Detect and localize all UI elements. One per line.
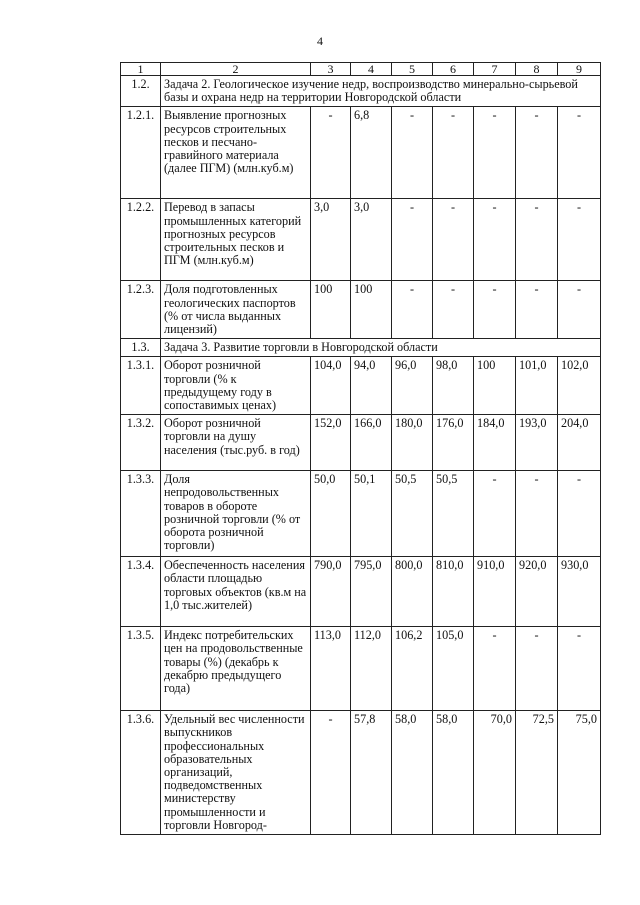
value-cell: 50,0 <box>311 471 351 557</box>
value-cell: 790,0 <box>311 557 351 627</box>
row-code: 1.2.1. <box>121 107 161 199</box>
col-3-header: 3 <box>311 63 351 76</box>
value-cell: 101,0 <box>516 357 558 415</box>
table-row <box>121 471 601 557</box>
value-cell: 100 <box>311 281 351 339</box>
value-cell: 105,0 <box>433 627 474 711</box>
value-cell: - <box>516 199 558 281</box>
value-cell: 98,0 <box>433 357 474 415</box>
row-code: 1.3.4. <box>121 557 161 627</box>
value-cell: 58,0 <box>433 711 474 835</box>
indicator-name: Удельный вес численности выпускников профессиональных образовательных организаций, подведомственных министерству промышленности и торговли Новгород- <box>161 711 311 835</box>
task-title: Задача 2. Геологическое изучение недр, воспроизводство минерально-сырьевой базы и охрана недр на территории Новгородской области <box>161 76 601 107</box>
col-5-header: 5 <box>392 63 433 76</box>
value-cell: - <box>558 471 601 557</box>
row-code: 1.3.3. <box>121 471 161 557</box>
value-cell: - <box>516 627 558 711</box>
value-cell: 100 <box>474 357 516 415</box>
value-cell: 50,5 <box>392 471 433 557</box>
col-8-header: 8 <box>516 63 558 76</box>
value-cell: 50,5 <box>433 471 474 557</box>
value-cell: 152,0 <box>311 415 351 471</box>
value-cell: - <box>311 711 351 835</box>
col-7-header: 7 <box>474 63 516 76</box>
value-cell: 104,0 <box>311 357 351 415</box>
value-cell: - <box>392 281 433 339</box>
value-cell: 6,8 <box>351 107 392 199</box>
value-cell: 3,0 <box>311 199 351 281</box>
value-cell: - <box>516 471 558 557</box>
value-cell: - <box>558 281 601 339</box>
value-cell: - <box>474 627 516 711</box>
value-cell: 795,0 <box>351 557 392 627</box>
value-cell: - <box>558 199 601 281</box>
row-code: 1.3.2. <box>121 415 161 471</box>
indicator-name: Доля непродовольственных товаров в обороте розничной торговли (% от оборота розничной торговли) <box>161 471 311 557</box>
row-code: 1.2.2. <box>121 199 161 281</box>
value-cell: - <box>558 627 601 711</box>
table-row <box>121 281 601 339</box>
task-row <box>121 339 601 357</box>
col-1-header: 1 <box>121 63 161 76</box>
value-cell: - <box>474 281 516 339</box>
header-row <box>121 63 601 76</box>
value-cell: - <box>311 107 351 199</box>
indicator-name: Оборот розничной торговли (% к предыдущему году в сопоставимых ценах) <box>161 357 311 415</box>
table-row <box>121 357 601 415</box>
table-row <box>121 415 601 471</box>
row-code: 1.2.3. <box>121 281 161 339</box>
row-code: 1.3.5. <box>121 627 161 711</box>
table-row <box>121 107 601 199</box>
value-cell: 176,0 <box>433 415 474 471</box>
task-title: Задача 3. Развитие торговли в Новгородской области <box>161 339 601 357</box>
value-cell: - <box>474 107 516 199</box>
indicator-name: Индекс потребительских цен на продовольственные товары (%) (декабрь к декабрю предыдущего года) <box>161 627 311 711</box>
value-cell: 58,0 <box>392 711 433 835</box>
table-row <box>121 557 601 627</box>
indicator-name: Доля подготовленных геологических паспортов (% от числа выданных лицензий) <box>161 281 311 339</box>
value-cell: - <box>392 199 433 281</box>
value-cell: 96,0 <box>392 357 433 415</box>
value-cell: 180,0 <box>392 415 433 471</box>
row-code: 1.3. <box>121 339 161 357</box>
task-row <box>121 76 601 107</box>
value-cell: 72,5 <box>516 711 558 835</box>
value-cell: 106,2 <box>392 627 433 711</box>
indicator-name: Оборот розничной торговли на душу населения (тыс.руб. в год) <box>161 415 311 471</box>
table-row <box>121 199 601 281</box>
value-cell: 800,0 <box>392 557 433 627</box>
table-row <box>121 711 601 835</box>
value-cell: 166,0 <box>351 415 392 471</box>
row-code: 1.2. <box>121 76 161 107</box>
value-cell: - <box>558 107 601 199</box>
value-cell: - <box>474 199 516 281</box>
value-cell: - <box>433 107 474 199</box>
value-cell: 810,0 <box>433 557 474 627</box>
value-cell: - <box>392 107 433 199</box>
indicator-name: Обеспеченность населения области площадью торговых объектов (кв.м на 1,0 тыс.жителей) <box>161 557 311 627</box>
value-cell: 193,0 <box>516 415 558 471</box>
indicator-name: Выявление прогнозных ресурсов строительных песков и песчано-гравийного материала (далее ПГМ) (млн.куб.м) <box>161 107 311 199</box>
value-cell: 75,0 <box>558 711 601 835</box>
value-cell: 910,0 <box>474 557 516 627</box>
value-cell: - <box>474 471 516 557</box>
col-6-header: 6 <box>433 63 474 76</box>
value-cell: 112,0 <box>351 627 392 711</box>
value-cell: 100 <box>351 281 392 339</box>
col-9-header: 9 <box>558 63 601 76</box>
table-row <box>121 627 601 711</box>
value-cell: 94,0 <box>351 357 392 415</box>
value-cell: 930,0 <box>558 557 601 627</box>
row-code: 1.3.1. <box>121 357 161 415</box>
value-cell: 3,0 <box>351 199 392 281</box>
value-cell: - <box>433 281 474 339</box>
value-cell: 204,0 <box>558 415 601 471</box>
value-cell: - <box>516 107 558 199</box>
value-cell: 113,0 <box>311 627 351 711</box>
value-cell: 70,0 <box>474 711 516 835</box>
value-cell: 57,8 <box>351 711 392 835</box>
col-2-header: 2 <box>161 63 311 76</box>
col-4-header: 4 <box>351 63 392 76</box>
value-cell: 920,0 <box>516 557 558 627</box>
indicator-name: Перевод в запасы промышленных категорий прогнозных ресурсов строительных песков и ПГМ (млн.куб.м) <box>161 199 311 281</box>
indicators-table <box>120 62 601 835</box>
value-cell: - <box>516 281 558 339</box>
value-cell: 102,0 <box>558 357 601 415</box>
value-cell: 184,0 <box>474 415 516 471</box>
page-number: 4 <box>317 34 323 48</box>
row-code: 1.3.6. <box>121 711 161 835</box>
value-cell: - <box>433 199 474 281</box>
value-cell: 50,1 <box>351 471 392 557</box>
